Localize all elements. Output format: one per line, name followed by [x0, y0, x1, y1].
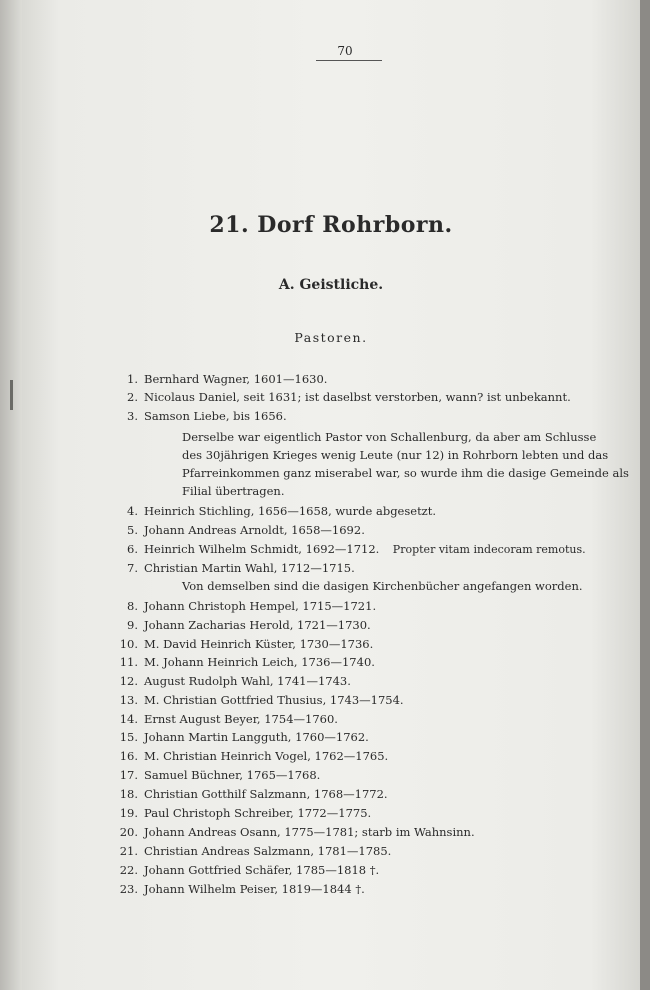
list-item: [118, 618, 371, 632]
item-text: Johann Christoph Hempel, 1715—1721.: [144, 599, 377, 613]
list-item: [118, 787, 388, 801]
margin-mark: [10, 380, 13, 410]
item-text: M. Christian Heinrich Vogel, 1762—1765.: [144, 749, 389, 763]
item-text: Samson Liebe, bis 1656.: [144, 409, 287, 423]
list-item: [118, 693, 404, 707]
item-text: Pfarreinkommen ganz miserabel war, so wurde ihm die dasige Gemeinde als: [182, 466, 629, 480]
list-item-continuation: [182, 484, 284, 498]
list-item-continuation: [182, 466, 629, 480]
item-number: 2.: [127, 390, 138, 404]
item-number: 19.: [119, 806, 138, 820]
item-text: Christian Andreas Salzmann, 1781—1785.: [144, 844, 392, 858]
item-text: Heinrich Stichling, 1656—1658, wurde abgesetzt.: [144, 504, 437, 518]
list-item: [118, 844, 391, 858]
item-text: M. Johann Heinrich Leich, 1736—1740.: [144, 655, 375, 669]
list-item: [118, 655, 375, 669]
item-text: Nicolaus Daniel, seit 1631; ist daselbst verstorben, wann? ist unbekannt.: [144, 390, 571, 404]
item-number: 4.: [127, 504, 138, 518]
item-text: Johann Wilhelm Peiser, 1819—1844 †.: [144, 882, 365, 896]
item-text: Heinrich Wilhelm Schmidt, 1692—1712.: [144, 542, 380, 556]
item-text: Bernhard Wagner, 1601—1630.: [144, 372, 328, 386]
page-number-rule: [316, 60, 382, 61]
list-item: [118, 712, 338, 726]
item-number: 6.: [127, 542, 138, 556]
page-left-edge: [0, 0, 22, 990]
item-note: Propter vitam indecoram remotus.: [389, 543, 586, 556]
list-item: [118, 637, 373, 651]
item-text: Samuel Büchner, 1765—1768.: [144, 768, 321, 782]
list-item: [118, 542, 586, 557]
list-item-continuation: [182, 430, 596, 444]
item-text: Christian Gotthilf Salzmann, 1768—1772.: [144, 787, 388, 801]
list-item: [118, 825, 475, 839]
item-number: 21.: [119, 844, 138, 858]
item-text: Johann Zacharias Herold, 1721—1730.: [144, 618, 371, 632]
item-number: 13.: [119, 693, 138, 707]
item-text: Filial übertragen.: [182, 484, 285, 498]
item-text: Ernst August Beyer, 1754—1760.: [144, 712, 338, 726]
list-item: [118, 390, 571, 404]
item-text: Johann Andreas Arnoldt, 1658—1692.: [144, 523, 365, 537]
item-number: 9.: [127, 618, 138, 632]
item-text: Johann Andreas Osann, 1775—1781; starb im Wahnsinn.: [144, 825, 475, 839]
list-item-continuation: [182, 579, 583, 593]
list-item: [118, 409, 287, 423]
section-heading: A. Geistliche.: [278, 277, 384, 293]
page-number: 70: [337, 44, 353, 58]
item-text: Paul Christoph Schreiber, 1772—1775.: [144, 806, 372, 820]
item-text: Von demselben sind die dasigen Kirchenbücher angefangen worden.: [182, 579, 583, 593]
list-item: [118, 561, 355, 575]
list-item-continuation: [182, 448, 608, 462]
list-item: [118, 523, 365, 537]
item-text: Johann Gottfried Schäfer, 1785—1818 †.: [144, 863, 380, 877]
item-number: 3.: [127, 409, 138, 423]
list-item: [118, 806, 371, 820]
item-number: 18.: [119, 787, 138, 801]
item-text: August Rudolph Wahl, 1741—1743.: [144, 674, 351, 688]
list-item: [118, 599, 376, 613]
item-text: Derselbe war eigentlich Pastor von Schallenburg, da aber am Schlusse: [182, 430, 597, 444]
list-item: [118, 674, 351, 688]
book-page: [22, 0, 640, 990]
item-number: 22.: [119, 863, 138, 877]
item-text: Christian Martin Wahl, 1712—1715.: [144, 561, 355, 575]
item-text: des 30jährigen Krieges wenig Leute (nur 12) in Rohrborn lebten und das: [182, 448, 609, 462]
list-item: [118, 749, 388, 763]
item-number: 23.: [119, 882, 138, 896]
item-text: M. David Heinrich Küster, 1730—1736.: [144, 637, 374, 651]
item-number: 17.: [119, 768, 138, 782]
list-item: [118, 730, 369, 744]
item-number: 8.: [127, 599, 138, 613]
item-number: 20.: [119, 825, 138, 839]
item-number: 7.: [127, 561, 138, 575]
chapter-title: 21. Dorf Rohrborn.: [209, 212, 453, 238]
subsection-heading: Pastoren.: [294, 330, 368, 345]
item-number: 10.: [119, 637, 138, 651]
item-text: M. Christian Gottfried Thusius, 1743—1754.: [144, 693, 404, 707]
item-number: 16.: [119, 749, 138, 763]
list-item: [118, 504, 436, 518]
list-item: [118, 372, 327, 386]
list-item: [118, 768, 320, 782]
item-number: 12.: [119, 674, 138, 688]
item-number: 15.: [119, 730, 138, 744]
list-item: [118, 882, 365, 896]
item-number: 14.: [119, 712, 138, 726]
item-number: 11.: [119, 655, 138, 669]
item-text: Johann Martin Langguth, 1760—1762.: [144, 730, 369, 744]
item-number: 5.: [127, 523, 138, 537]
list-item: [118, 863, 379, 877]
item-number: 1.: [127, 372, 138, 386]
